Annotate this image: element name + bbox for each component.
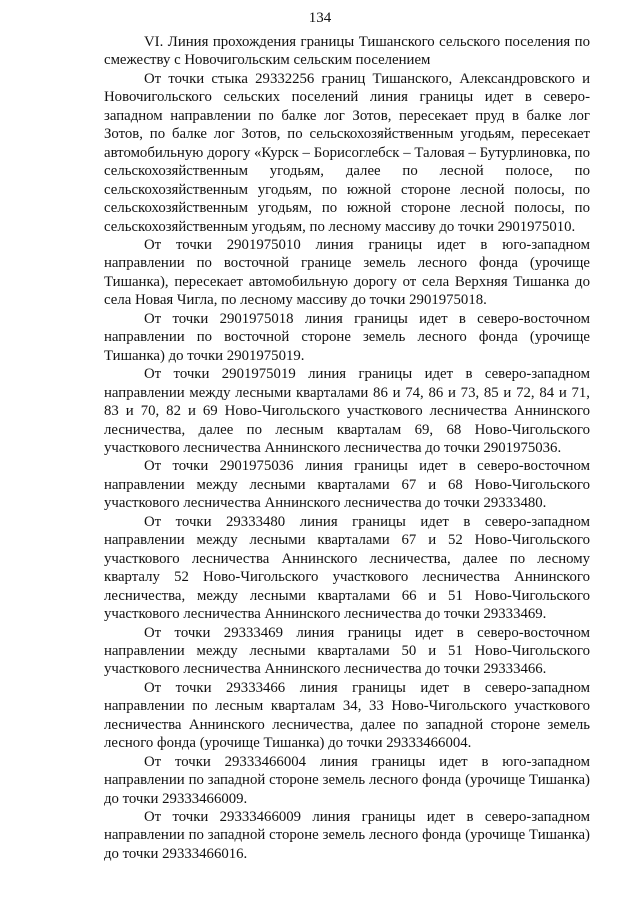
- paragraph: От точки 29333469 линия границы идет в северо-восточном направлении между лесными кварталами 50 и 51 Ново-Чигольского участкового лесничества Аннинского лесничества до точки 29333466.: [104, 624, 590, 678]
- paragraph: От точки 29333466004 линия границы идет в юго-западном направлении по западной стороне земель лесного фонда (урочище Тишанка) до точки 29333466009.: [104, 753, 590, 807]
- page-number: 134: [308, 10, 332, 26]
- paragraph: От точки 2901975018 линия границы идет в северо-восточном направлении по восточной стороне земель лесного фонда (урочище Тишанка) до точки 2901975019.: [104, 310, 590, 364]
- paragraph: От точки 29333466 линия границы идет в северо-западном направлении по лесным кварталам 34, 33 Ново-Чигольского участкового лесничества Аннинского лесничества, далее по западной стороне земель лесного фонда (урочище Тишанка) до точки 29333466004.: [104, 679, 590, 752]
- document-body: [104, 33, 590, 863]
- paragraph: От точки 2901975010 линия границы идет в юго-западном направлении по восточной границе земель лесного фонда (урочище Тишанка), пересекает автомобильную дорогу от села Верхняя Тишанка до села Новая Чигла, по лесному массиву до точки 2901975018.: [104, 236, 590, 309]
- paragraph: От точки 2901975019 линия границы идет в северо-западном направлении между лесными кварталами 86 и 74, 86 и 73, 85 и 72, 84 и 71, 83 и 70, 82 и 69 Ново-Чигольского участкового лесничества Аннинского лесничества, далее по лесным кварталам 69, 68 Ново-Чигольского участкового лесничества Аннинского лесничества до точки 2901975036.: [104, 366, 590, 456]
- paragraph: От точки 2901975036 линия границы идет в северо-восточном направлении между лесными кварталами 67 и 68 Ново-Чигольского участкового лесничества Аннинского лесничества до точки 29333480.: [104, 458, 590, 512]
- paragraph: От точки 29333466009 линия границы идет в северо-западном направлении по западной стороне земель лесного фонда (урочище Тишанка) до точки 29333466016.: [104, 809, 590, 862]
- section-heading: VI. Линия прохождения границы Тишанского сельского поселения по смежеству с Новочигольским сельским поселением: [104, 34, 590, 69]
- paragraph: От точки стыка 29332256 границ Тишанского, Александровского и Новочигольского сельских поселений линия границы идет в северо-западном направлении по балке лог Зотов, пересекает пруд в балке лог Зотов, по балке лог Зотов, по сельскохозяйственным угодьям, пересекает автомобильную дорогу «Курск – Борисоглебск – Таловая – Бутурлиновка, по сельскохозяйственным угодьям, далее по лесной полосе, по сельскохозяйственным угодьям, по южной стороне лесной полосы, по сельскохозяйственным угодьям, по южной стороне лесной полосы, по сельскохозяйственным угодьям, по лесному массиву до точки 2901975010.: [104, 70, 590, 235]
- paragraph: От точки 29333480 линия границы идет в северо-западном направлении между лесными кварталами 67 и 52 Ново-Чигольского участкового лесничества Аннинского лесничества, далее по лесному кварталу 52 Ново-Чигольского участкового лесничества Аннинского лесничества, между лесными кварталами 66 и 51 Ново-Чигольского участкового лесничества Аннинского лесничества до точки 29333469.: [104, 513, 590, 623]
